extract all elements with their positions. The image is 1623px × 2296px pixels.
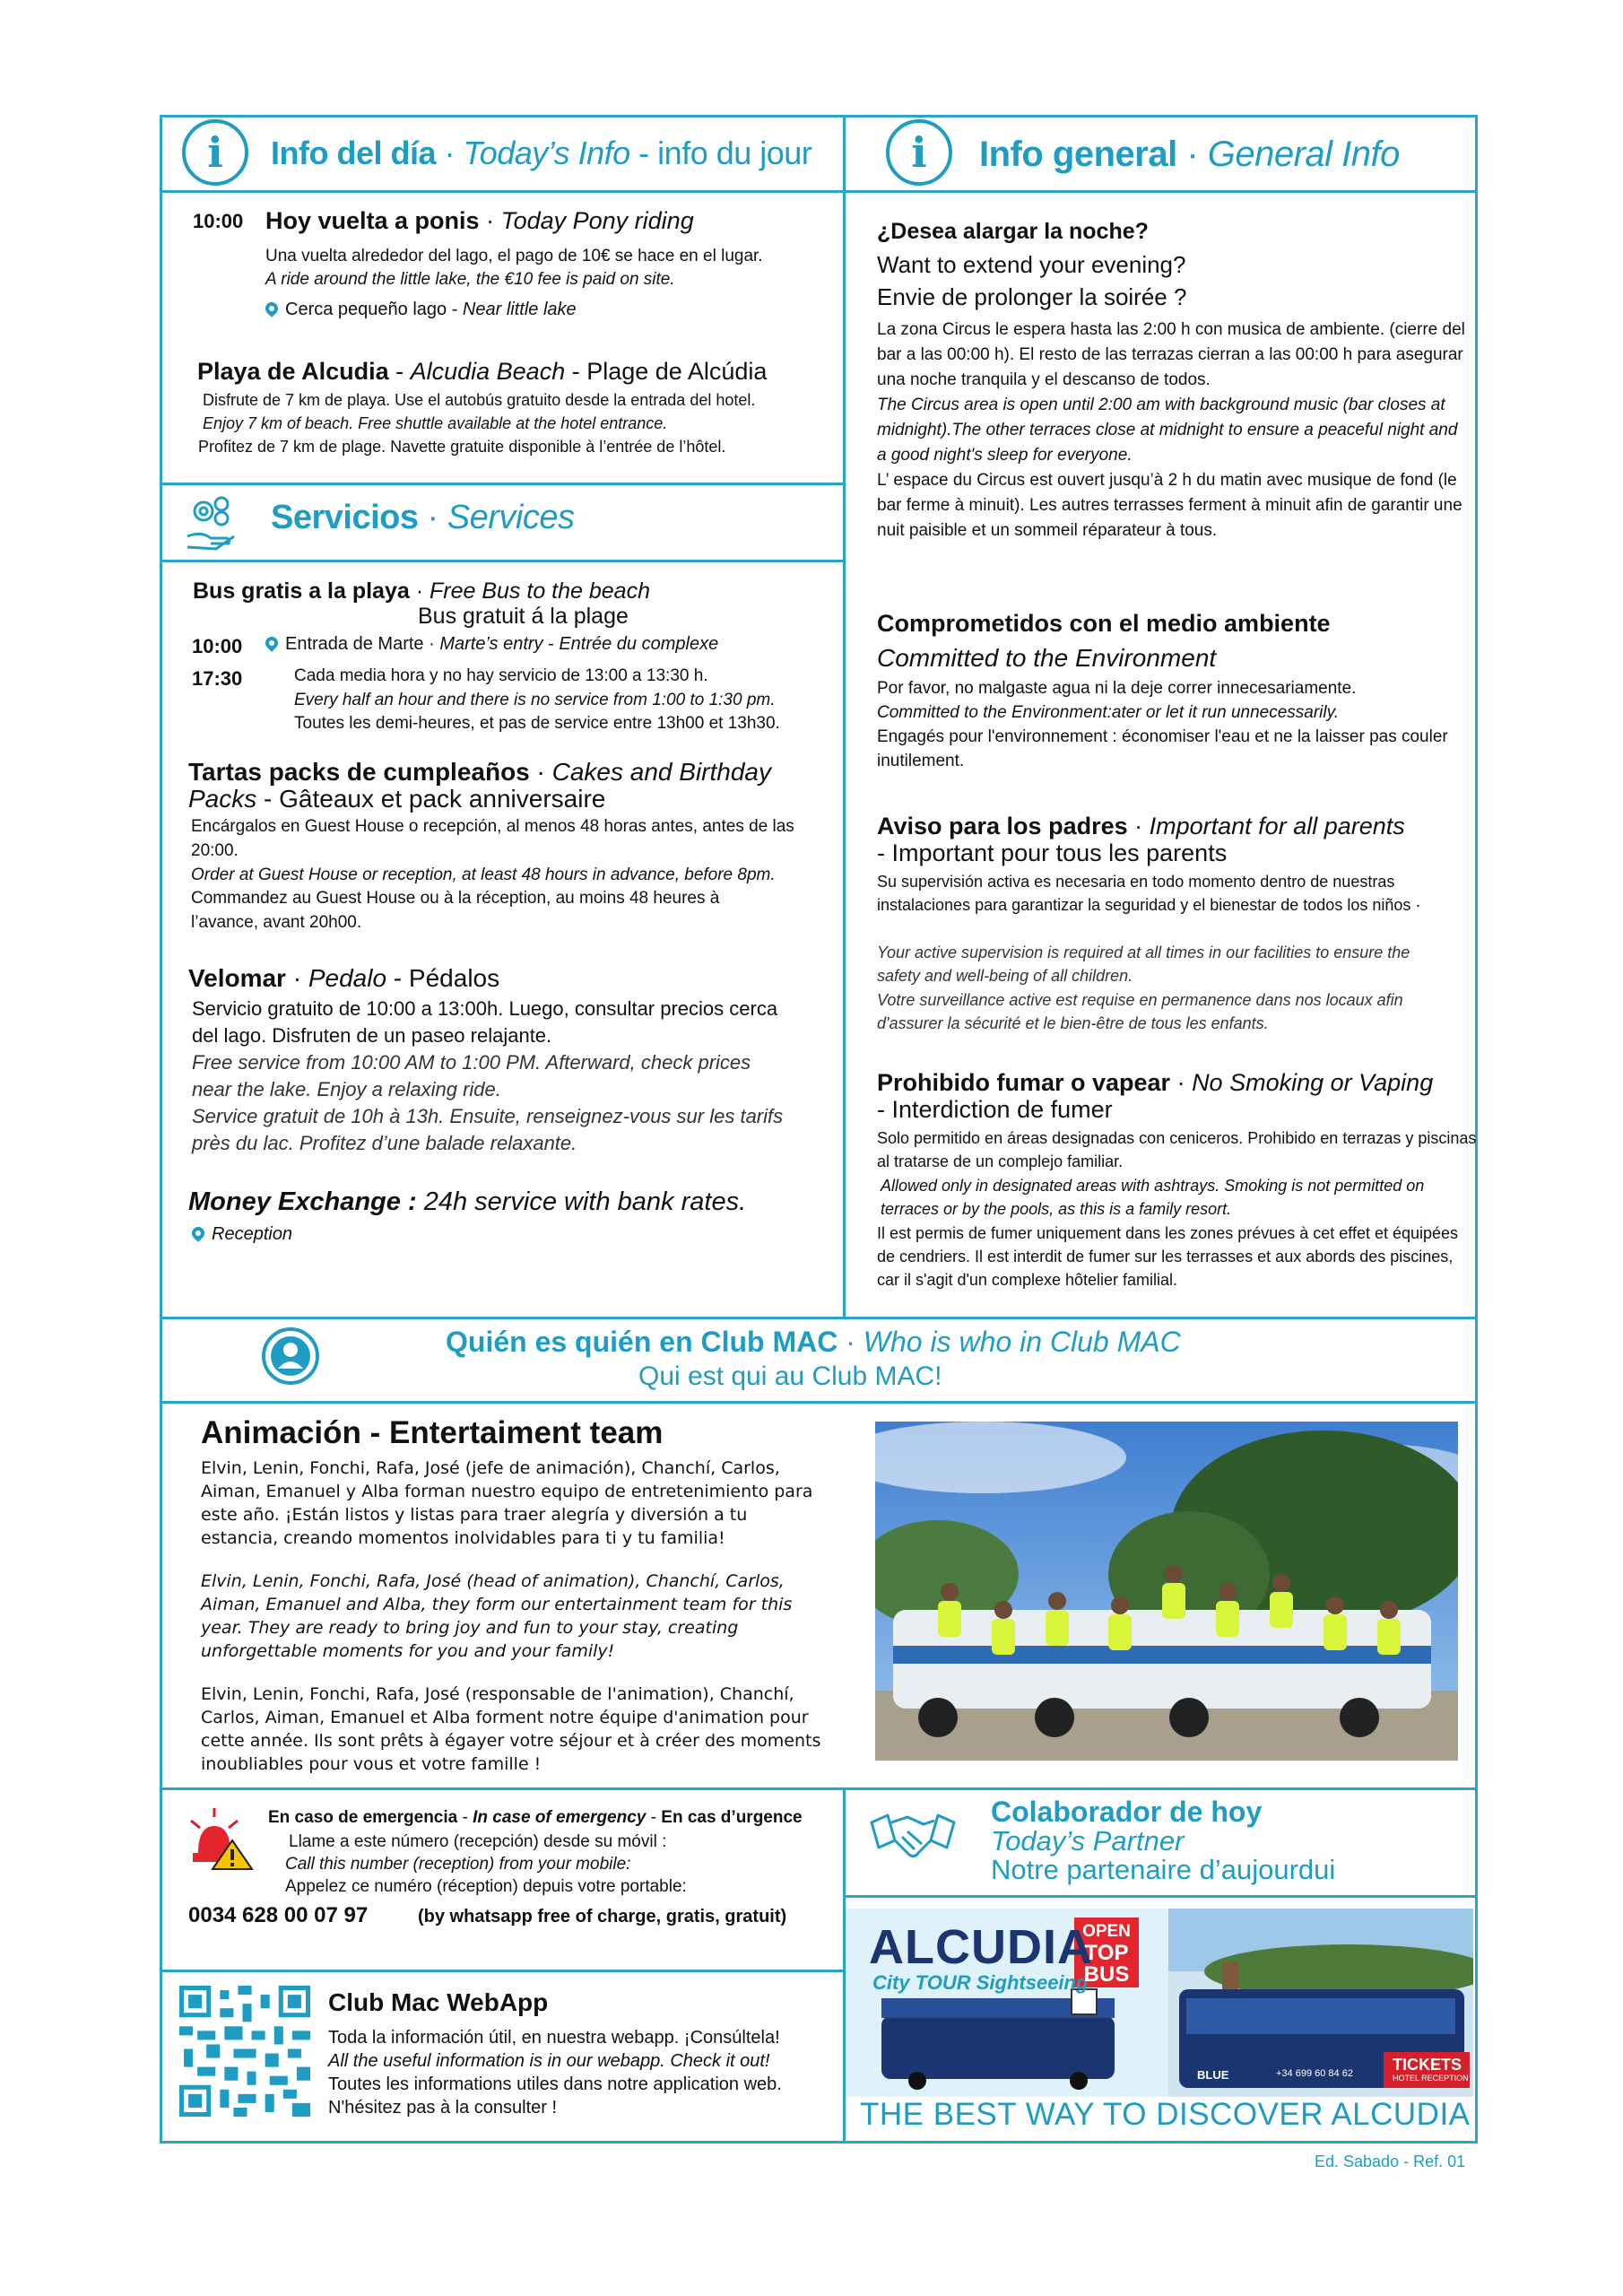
money-title: Money Exchange : 24h service with bank rates. xyxy=(188,1187,747,1216)
banner-phone: +34 699 60 84 62 xyxy=(1276,2068,1353,2079)
divider-partner-mid xyxy=(843,1895,1478,1898)
partner-slogan: THE BEST WAY TO DISCOVER ALCUDIA xyxy=(860,2097,1471,2132)
velo-text-en: Free service from 10:00 AM to 1:00 PM. Afterward, check prices near the lake. Enjoy a relaxing ride. xyxy=(192,1051,751,1100)
divider-webapp-top xyxy=(160,1970,845,1972)
divider-who-bottom xyxy=(160,1401,1478,1404)
parents-text-en: Your active supervision is required at all times in our facilities to ensure the safety and well-being of all children. xyxy=(877,944,1410,985)
smoke-title: Prohibido fumar o vapear · No Smoking or Vaping - Interdiction de fumer xyxy=(877,1069,1434,1123)
banner-brand-sub: City TOUR Sightseeing xyxy=(872,1971,1089,1994)
beach-title: Playa de Alcudia - Alcudia Beach - Plage de Alcúdia xyxy=(197,358,768,385)
emergency-title: En caso de emergencia - In case of emergency - En cas d’urgence xyxy=(268,1808,803,1827)
anim-text-en: Elvin, Lenin, Fonchi, Rafa, José (head of animation), Chanchí, Carlos, Aiman, Emanuel and Alba, they form our entertainment team for this year. They are ready to bring joy and fun to your stay, creating unforgettable moments for you and your family! xyxy=(201,1571,793,1661)
anim-text-es: Elvin, Lenin, Fonchi, Rafa, José (jefe de animación), Chanchí, Carlos, Aiman, Emanuel y Alba forman nuestro equipo de entretenimiento para este año. ¡Están listos y listas para traer alegría y diversión a tu estancia, creando momentos inolvidables para ti y tu familia! xyxy=(201,1458,813,1548)
velo-text-es: Servicio gratuito de 10:00 a 13:00h. Luego, consultar precios cerca del lago. Disfruten de un paseo relajante. xyxy=(192,997,778,1047)
smoke-text-fr: Il est permis de fumer uniquement dans les zones prévues à cet effet et équipées de cendriers. Il est interdit de fumer sur les terrasses et aux abords des piscines, car il s'agit d'un complexe hôtelier familial. xyxy=(877,1224,1459,1289)
who-header-fr: Qui est qui au Club MAC! xyxy=(638,1361,942,1391)
divider-bottom-section xyxy=(160,1787,1478,1790)
bus-title-fr: Bus gratuit á la plage xyxy=(418,604,629,629)
pony-title: Hoy vuelta a ponis · Today Pony riding xyxy=(265,207,694,234)
night-text-fr: L’ espace du Circus est ouvert jusqu’à 2 h du matin avec musique de fond (le bar ferme à minuit). Les autres terrasses ferment à minuit afin de garantir une nuit paisible et un sommeil réparateur à tous. xyxy=(877,471,1462,540)
divider-who-top xyxy=(160,1317,1478,1319)
location-pin-icon xyxy=(263,634,281,652)
night-question-es: ¿Desea alargar la noche? xyxy=(877,219,1149,244)
handshake-icon xyxy=(868,1805,958,1867)
webapp-text-es: Toda la información útil, en nuestra webapp. ¡Consúltela! xyxy=(328,2028,780,2048)
smoke-text-es: Solo permitido en áreas designadas con ceniceros. Prohibido en terrazas y piscinas al tratarse de un complejo familiar. xyxy=(877,1129,1477,1170)
bus-text-en: Every half an hour and there is no service from 1:00 to 1:30 pm. xyxy=(294,691,776,709)
who-header: Quién es quién en Club MAC · Who is who in Club MAC xyxy=(446,1326,1181,1358)
edition-reference: Ed. Sabado - Ref. 01 xyxy=(1315,2152,1466,2170)
beach-text-fr: Profitez de 7 km de plage. Navette gratuite disponible à l’entrée de l’hôtel. xyxy=(198,438,726,456)
env-text-fr: Engagés pour l'environnement : économiser l'eau et ne la laisser pas couler inutilement. xyxy=(877,727,1448,770)
webapp-title: Club Mac WebApp xyxy=(328,1988,549,2016)
webapp-text-en: All the useful information is in our webapp. Check it out! xyxy=(328,2051,770,2071)
beach-text-es: Disfrute de 7 km de playa. Use el autobús gratuito desde la entrada del hotel. xyxy=(203,391,756,409)
partner-title-es: Colaborador de hoy xyxy=(991,1796,1263,1828)
emergency-phone-note: (by whatsapp free of charge, gratis, gratuit) xyxy=(418,1907,787,1926)
parents-title: Aviso para los padres · Important for all parents - Important pour tous les parents xyxy=(877,813,1405,866)
env-title-es: Comprometidos con el medio ambiente xyxy=(877,610,1331,637)
info-icon: i xyxy=(182,119,248,186)
column-divider xyxy=(843,115,846,1318)
banner-brand: ALCUDIA xyxy=(869,1920,1093,1974)
env-text-en: Committed to the Environment:ater or let it run unnecessarily. xyxy=(877,703,1339,722)
night-text-es: La zona Circus le espera hasta las 2:00 h con musica de ambiente. (cierre del bar a las 00:00 h). El resto de las terrazas cierran a las 00:00 h para asegurar una noche tranquila y el descanso de todos. xyxy=(877,320,1465,389)
bus-time-2: 17:30 xyxy=(192,667,243,690)
info-icon: i xyxy=(886,119,952,186)
bus-text-es: Cada media hora y no hay servicio de 13:00 a 13:30 h. xyxy=(294,666,708,685)
pony-text-en: A ride around the little lake, the €10 fee is paid on site. xyxy=(265,270,675,289)
parents-text-es: Su supervisión activa es necesaria en todo momento dentro de nuestras instalaciones para garantizar la seguridad y el bienestar de todos los niños · xyxy=(877,873,1421,914)
cake-title: Tartas packs de cumpleaños · Cakes and Birthday Packs - Gâteaux et pack anniversaire xyxy=(188,758,771,813)
night-question-fr: Envie de prolonger la soirée ? xyxy=(877,283,1187,310)
location-pin-icon xyxy=(263,300,281,317)
env-title-en: Committed to the Environment xyxy=(877,644,1217,672)
bus-location: Entrada de Marte · Marte’s entry - Entrée du complexe xyxy=(265,631,718,657)
env-text-es: Por favor, no malgaste agua ni la deje correr innecesariamente. xyxy=(877,679,1357,698)
divider-services-bottom xyxy=(160,560,845,562)
emergency-line-es: Llame a este número (recepción) desde su móvil : xyxy=(289,1832,667,1851)
general-header: Info general · General Info xyxy=(979,135,1400,174)
parents-text-fr: Votre surveillance active est requise en permanence dans nos locaux afin d'assurer la sécurité et le bien-être de tous les enfants. xyxy=(877,991,1403,1032)
user-icon xyxy=(260,1326,321,1387)
night-text-en: The Circus area is open until 2:00 am with background music (bar closes at midnight).The other terraces close at midnight to ensure a peaceful night and a good night's sleep for everyone. xyxy=(877,396,1458,465)
bus-title: Bus gratis a la playa · Free Bus to the beach xyxy=(193,578,650,604)
smoke-text-en: Allowed only in designated areas with ashtrays. Smoking is not permitted on terraces or by the pools, as this is a family resort. xyxy=(881,1177,1425,1218)
cake-text-en: Order at Guest House or reception, at least 48 hours in advance, before 8pm. xyxy=(191,865,776,884)
anim-title: Animación - Entertaiment team xyxy=(201,1415,664,1450)
webapp-text-fr2: N'hésitez pas à la consulter ! xyxy=(328,2098,558,2118)
emergency-phone[interactable]: 0034 628 00 07 97 xyxy=(188,1903,369,1927)
location-pin-icon xyxy=(189,1224,207,1242)
bus-text-fr: Toutes les demi-heures, et pas de service entre 13h00 et 13h30. xyxy=(294,714,780,733)
partner-title-en: Today’s Partner xyxy=(991,1825,1185,1857)
emergency-line-fr: Appelez ce numéro (réception) depuis votre portable: xyxy=(285,1877,687,1896)
alarm-siren-icon xyxy=(182,1805,265,1871)
partner-title-fr: Notre partenaire d’aujourdui xyxy=(991,1854,1336,1885)
bus-time-1: 10:00 xyxy=(192,635,243,657)
divider-services-top xyxy=(160,483,845,485)
pony-text-es: Una vuelta alrededor del lago, el pago de 10€ se hace en el lugar. xyxy=(265,247,763,265)
cake-text-fr: Commandez au Guest House ou à la réception, au moins 48 heures à l’avance, avant 20h00. xyxy=(191,889,720,932)
cake-text-es: Encárgalos en Guest House o recepción, al menos 48 horas antes, antes de las 20:00. xyxy=(191,817,794,860)
velo-text-fr: Service gratuit de 10h à 13h. Ensuite, renseignez-vous sur les tarifs près du lac. Profitez d’une balade relaxante. xyxy=(192,1105,784,1154)
today-header: Info del día · Today’s Info - info du jour xyxy=(271,135,812,171)
banner-badge: OPEN TOP BUS xyxy=(1082,1922,1131,1987)
team-photo xyxy=(875,1422,1458,1761)
night-question-en: Want to extend your evening? xyxy=(877,251,1186,278)
gears-hand-icon xyxy=(184,491,239,554)
emergency-line-en: Call this number (reception) from your mobile: xyxy=(285,1855,631,1874)
pony-location: Cerca pequeño lago - Near little lake xyxy=(265,297,577,322)
partner-banner[interactable] xyxy=(846,1909,1473,2102)
qr-code-icon[interactable] xyxy=(179,1986,310,2117)
services-header: Servicios · Services xyxy=(271,499,575,536)
banner-blue-logo: BLUE xyxy=(1197,2068,1229,2082)
banner-tickets: TICKETS xyxy=(1393,2056,1462,2074)
velo-title: Velomar · Pedalo - Pédalos xyxy=(188,964,500,992)
banner-tickets-sub: HOTEL RECEPTION xyxy=(1393,2074,1469,2083)
divider-top-header xyxy=(160,190,1478,193)
pony-time: 10:00 xyxy=(193,210,244,232)
anim-text-fr: Elvin, Lenin, Fonchi, Rafa, José (responsable de l'animation), Chanchí, Carlos, Aiman, Emanuel et Alba forment notre équipe d'animation pour cette année. Ils sont prêts à égayer votre séjour et à créer des moments inoubliables pour vous et votre famille ! xyxy=(201,1684,821,1774)
money-location: Reception xyxy=(192,1222,292,1247)
beach-text-en: Enjoy 7 km of beach. Free shuttle available at the hotel entrance. xyxy=(203,414,668,432)
webapp-text-fr1: Toutes les informations utiles dans notre application web. xyxy=(328,2074,782,2094)
